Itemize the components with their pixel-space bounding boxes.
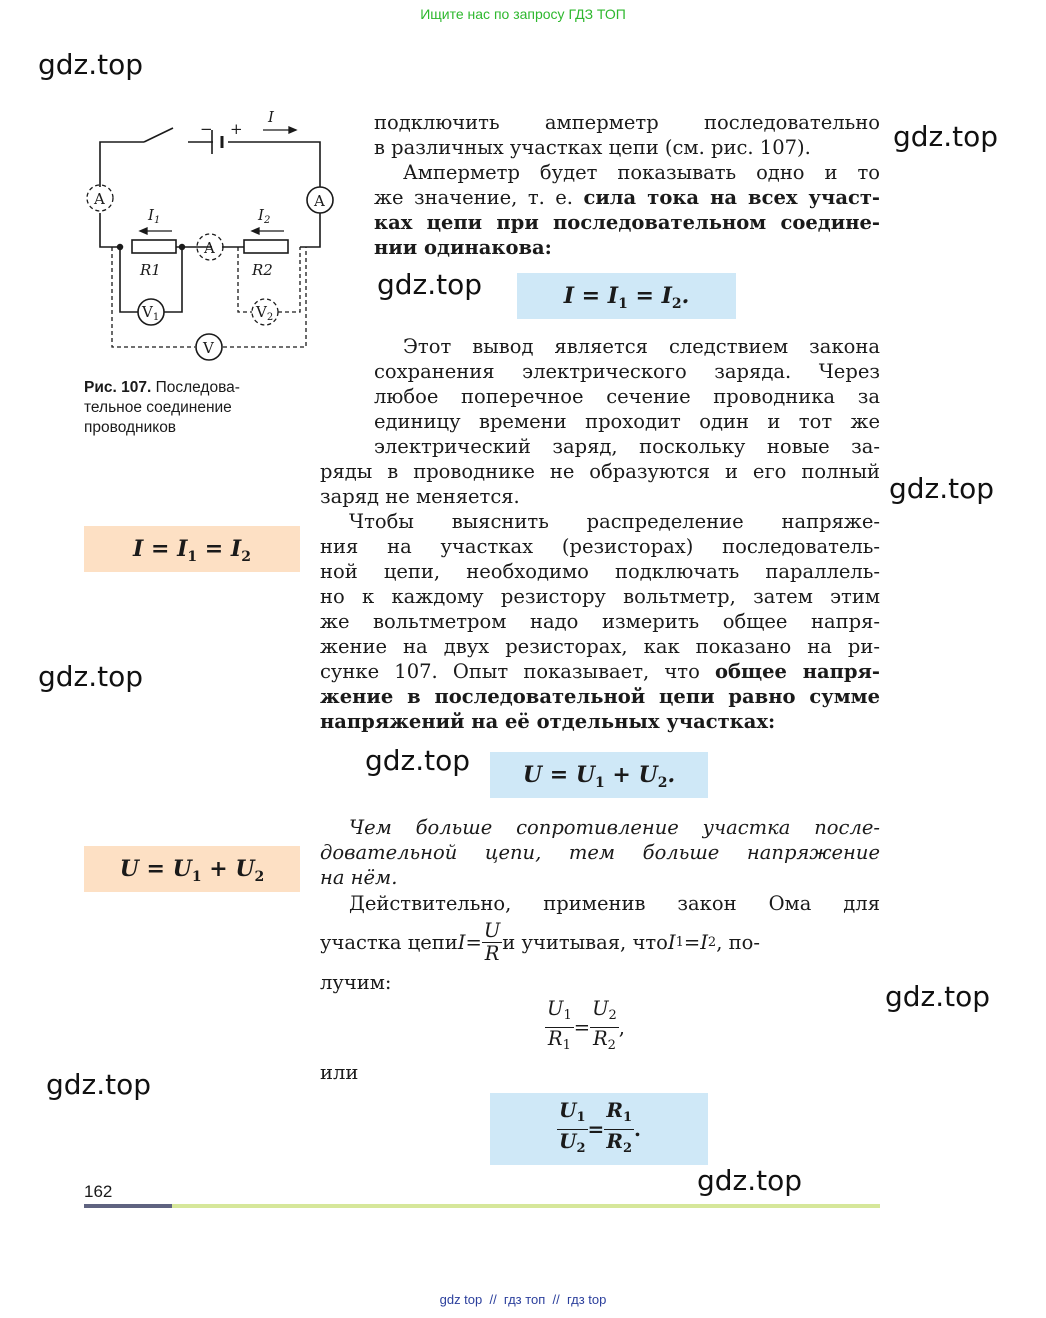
r1-label: R1 <box>140 261 161 279</box>
side-current-formula: $I = I_1 = I_2$ <box>84 526 300 572</box>
current-equality-formula: $I = I_1 = I_2$. <box>517 273 736 319</box>
text-line: Действительно, применив закон Ома для <box>349 892 880 915</box>
text-line: жение в последовательной цепи равно сумме <box>320 685 880 708</box>
minus-sign: − <box>200 120 213 138</box>
text-line: ния на участках (резисторах) последователь- <box>320 535 880 558</box>
text-line: напряжений на её отдельных участках: <box>320 710 776 733</box>
voltage-sum-formula: $U = U_1 + U_2$. <box>490 752 708 798</box>
watermark: gdz.top <box>889 472 995 505</box>
text-line: сохранения электрического заряда. Через <box>374 360 880 383</box>
rule-text-line: на нём. <box>320 866 398 889</box>
footer-links[interactable]: gdz top // гдз топ // гдз top <box>439 1292 607 1307</box>
text-line: но к каждому резистору вольтметр, затем этим <box>320 585 880 608</box>
current-label: I <box>268 108 274 126</box>
text-line: жение на двух резисторах, как показано на ри- <box>320 635 880 658</box>
text-line: заряд не меняется. <box>320 485 520 508</box>
text-line: электрический заряд, поскольку новые за- <box>374 435 880 458</box>
text-line: Чтобы выяснить распределение напряже- <box>349 510 880 533</box>
ohm-law-line: участка цепи I = $\frac{U}{R}$ и учитывая, что I 1 = I 2 , по- <box>320 919 760 965</box>
text-line: же вольтметром надо измерить общее напря- <box>320 610 880 633</box>
i1-label: $I_1$ <box>148 206 161 226</box>
v1-label: $V_1$ <box>142 303 160 323</box>
text-line: единицу времени проходит один и тот же <box>374 410 880 433</box>
watermark: gdz.top <box>38 660 144 693</box>
ammeter-left-label: A <box>94 190 105 208</box>
figure-caption-line: Рис. 107. Последова- <box>84 379 240 396</box>
r2-label: R2 <box>252 261 273 279</box>
text-line: же значение, т. е. сила тока на всех участ- <box>374 186 880 209</box>
voltmeter-label: V <box>203 339 214 357</box>
text-line: или <box>320 1061 359 1084</box>
side-voltage-formula: $U = U_1 + U_2$ <box>84 846 300 892</box>
circuit-diagram <box>78 100 348 370</box>
ammeter-right-label: A <box>314 192 325 210</box>
text-line: любое поперечное сечение проводника за <box>374 385 880 408</box>
rule-text-line: Чем больше сопротивление участка после- <box>349 816 880 839</box>
figure-caption-line: тельное соединение <box>84 399 232 416</box>
plus-sign: + <box>230 120 243 138</box>
text-line: ряды в проводнике не образуются и его полный <box>320 460 880 483</box>
text-line: Этот вывод является следствием закона <box>403 335 880 358</box>
i2-label: $I_2$ <box>258 206 271 226</box>
ohm-fraction: $\frac{U}{R}$ <box>483 919 501 965</box>
text-line: ной цепи, необходимо подключать параллель- <box>320 560 880 583</box>
page-number: 162 <box>84 1182 113 1201</box>
v2-label: $V_2$ <box>256 303 274 323</box>
text-line: сунке 107. Опыт показывает, что общее напря- <box>320 660 881 683</box>
voltage-resistance-ratio-formula: $\frac{U_1}{R_1}$ = $\frac{U_2}{R_2}$ , <box>547 997 625 1053</box>
ammeter-middle-label: A <box>204 239 215 257</box>
top-banner[interactable]: Ищите нас по запросу ГДЗ ТОП <box>420 6 626 22</box>
text-line: Амперметр будет показывать одно и то <box>403 161 880 184</box>
watermark: gdz.top <box>365 744 471 777</box>
watermark: gdz.top <box>885 980 991 1013</box>
watermark: gdz.top <box>697 1164 803 1197</box>
footer-rule-light <box>172 1204 880 1208</box>
text-line: в различных участках цепи (см. рис. 107). <box>374 136 811 159</box>
text-line: ках цепи при последовательном соедине- <box>374 211 880 234</box>
text-line: нии одинакова: <box>374 236 552 259</box>
watermark: gdz.top <box>377 268 483 301</box>
watermark: gdz.top <box>46 1068 152 1101</box>
figure-caption-line: проводников <box>84 419 177 436</box>
watermark: gdz.top <box>38 48 144 81</box>
text-line: лучим: <box>320 971 392 994</box>
footer-rule-dark <box>84 1204 172 1208</box>
voltage-ratio-formula: $\frac{U_1}{U_2}$ = $\frac{R_1}{R_2}$ . <box>490 1093 708 1165</box>
rule-text-line: довательной цепи, тем больше напряжение <box>320 841 880 864</box>
watermark: gdz.top <box>893 120 999 153</box>
text-line: подключить амперметр последовательно <box>374 111 880 134</box>
